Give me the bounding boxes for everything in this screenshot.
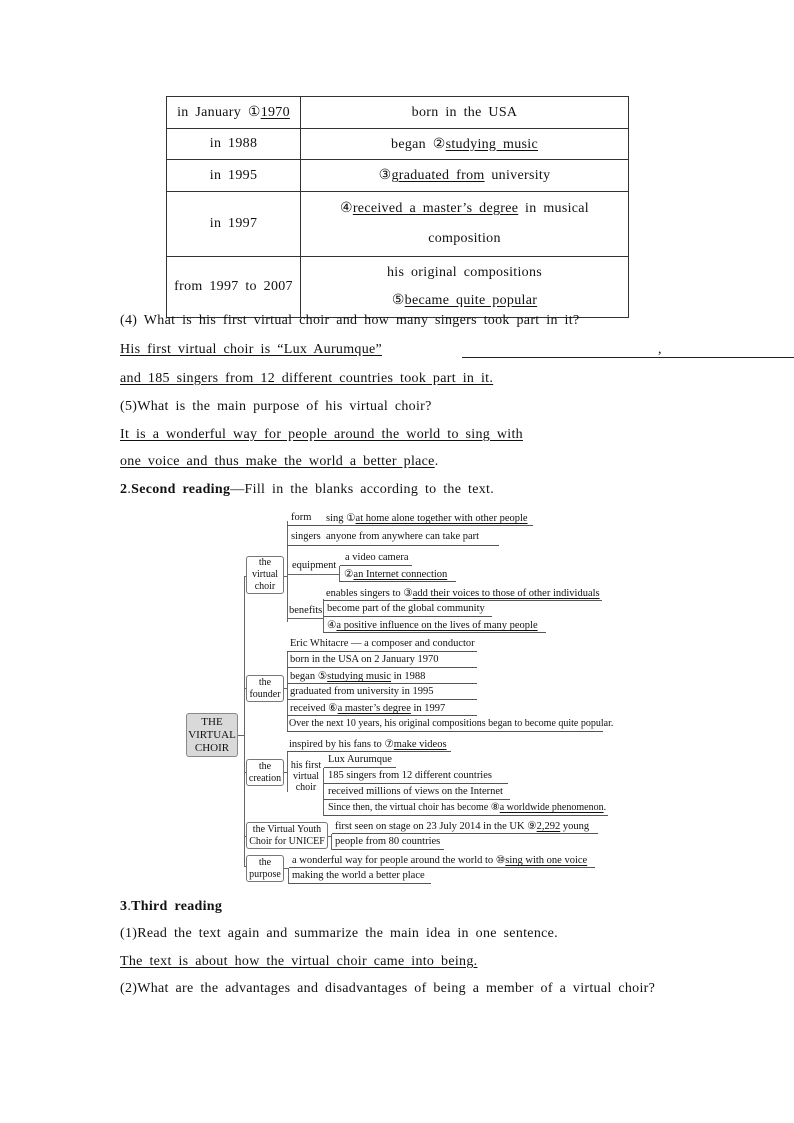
answer-text: became quite popular	[404, 293, 538, 308]
mind-map: THE VIRTUAL CHOIR the virtual choir form sing ①at home alone together with other people singers anyone from anywhere can take part equipment a video camera ②an Internet connection benefits enables singers to ③add their voices to those of other individuals become part of the global community ④a positive influence on the lives of many people the founder Eric Whitacre — a composer and conductor born in the USA on 2 January 1970 began ⑤studying music in 1988 graduated from university in 1995 received ⑥a master’s degree in 1997 Over the next 10 years, his original compositions began to become quite popular. the creation inspired by his fans to ⑦make videos his first virtual choir Lux Aurumque 185 singers from 12 different countries received millions of views on the Internet Since then, the virtual choir has become ⑧a worldwide phenomenon. the Virtual Youth Choir for UNICEF first seen on stage on 23 July 2014 in the UK ⑨2,292 young people from 80 countries the purpose a wonderful way for people around the world to ⑩sing with one voice making the world a better place	[0, 0, 794, 1123]
question-4: (4) What is his first virtual choir and how many singers took part in it?	[120, 313, 580, 328]
answer-text: received a master’s degree	[352, 201, 519, 216]
question-3-2: (2)What are the advantages and disadvantages of being a member of a virtual choir?	[120, 981, 656, 996]
question-5: (5)What is the main purpose of his virtual choir?	[120, 399, 432, 414]
table-cell: in 1995	[167, 160, 301, 192]
answer-4-line1: His first virtual choir is “Lux Aurumque”	[120, 342, 383, 357]
question-3-1: (1)Read the text again and summarize the main idea in one sentence.	[120, 926, 558, 941]
table-cell: in January ①1970	[167, 97, 301, 129]
label-form: form	[291, 512, 312, 523]
answer-3-1: The text is about how the virtual choir came into being.	[120, 954, 478, 969]
answer-4-line2: and 185 singers from 12 different countries took part in it.	[120, 371, 494, 386]
branch-youth-choir: the Virtual Youth Choir for UNICEF	[246, 822, 328, 849]
answer-text: graduated from	[391, 168, 485, 183]
table-cell: began ②studying music	[301, 129, 629, 160]
first-virtual-choir-label: his first virtual choir	[290, 760, 322, 793]
answer-5-line2: one voice and thus make the world a better place.	[120, 454, 439, 469]
table-cell: in 1997	[167, 192, 301, 257]
table-cell: ③graduated from university	[301, 160, 629, 192]
table-cell: his original compositions ⑤became quite popular	[301, 257, 629, 318]
branch-virtual-choir: the virtual choir	[246, 556, 284, 594]
answer-5-line1: It is a wonderful way for people around the world to sing with	[120, 427, 523, 442]
form-leaf: sing ①at home alone together with other people	[326, 513, 528, 524]
branch-purpose: the purpose	[246, 855, 284, 882]
branch-founder: the founder	[246, 675, 284, 702]
section-3-heading: 3.Third reading	[120, 899, 223, 914]
table-cell: from 1997 to 2007	[167, 257, 301, 318]
table-cell: ④received a master’s degree in musical composition	[301, 192, 629, 257]
answer-text: studying music	[445, 136, 538, 152]
branch-creation: the creation	[246, 759, 284, 786]
mindmap-root: THE VIRTUAL CHOIR	[186, 713, 238, 757]
table-cell: in 1988	[167, 129, 301, 160]
section-2-heading: 2.Second reading—Fill in the blanks according to the text.	[120, 482, 495, 497]
table-cell: born in the USA	[301, 97, 629, 129]
answer-text: 1970	[260, 105, 290, 120]
